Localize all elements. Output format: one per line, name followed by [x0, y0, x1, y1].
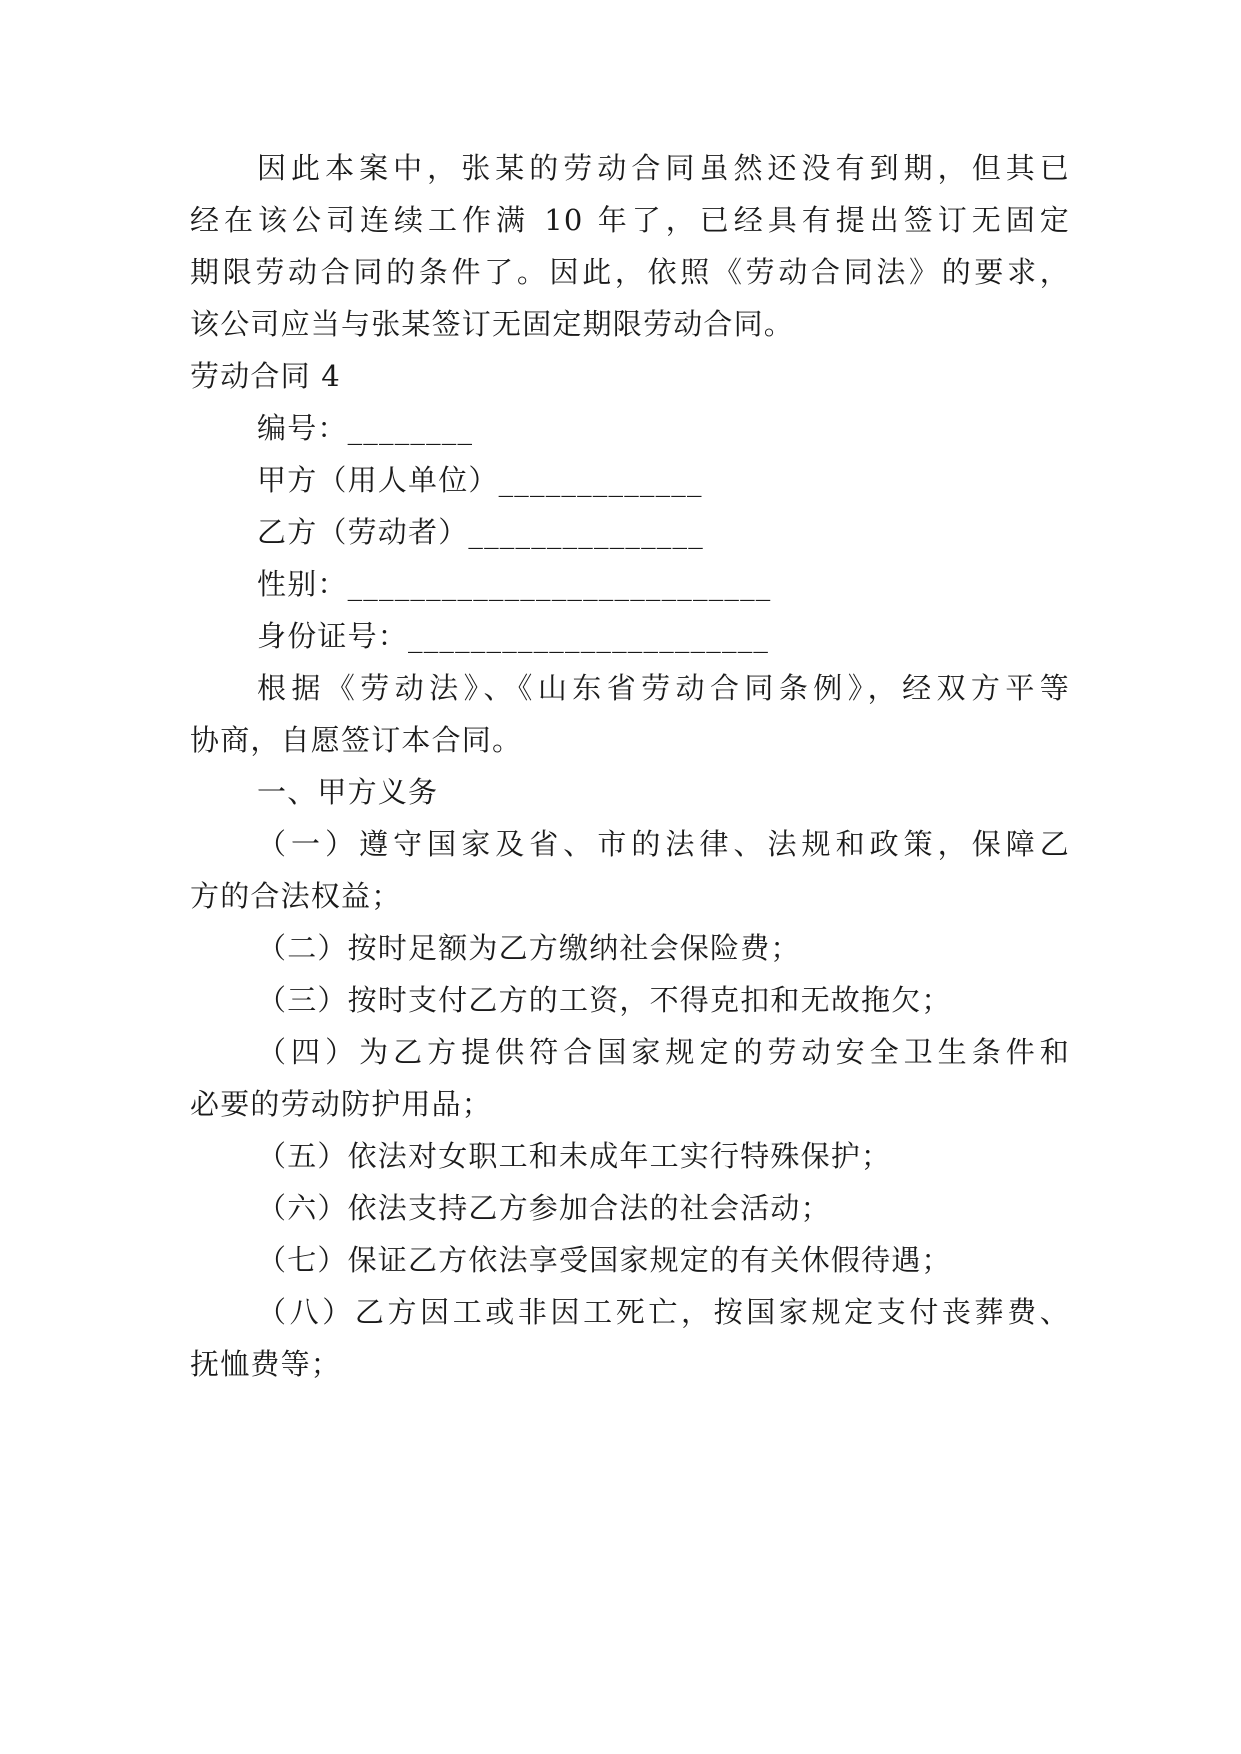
- text-line: 因此本案中，张某的劳动合同虽然还没有到期，但其已: [257, 151, 1070, 185]
- clause-item: 必要的劳动防护用品；: [190, 1087, 493, 1121]
- clause-item: （二）按时足额为乙方缴纳社会保险费；: [257, 931, 801, 965]
- clause-item: 方的合法权益；: [190, 879, 402, 913]
- text-line: 期限劳动合同的条件了。因此，依照《劳动合同法》的要求，: [190, 255, 1070, 289]
- form-field-party-a: 甲方（用人单位）_____________: [257, 463, 703, 497]
- text-line: 根据《劳动法》、《山东省劳动合同条例》，经双方平等: [257, 671, 1070, 705]
- clause-item: （七）保证乙方依法享受国家规定的有关休假待遇；: [257, 1243, 952, 1277]
- clause-item: （六）依法支持乙方参加合法的社会活动；: [257, 1191, 831, 1225]
- text-line: 经在该公司连续工作满 10 年了，已经具有提出签订无固定: [190, 203, 1070, 237]
- text-line: 协商，自愿签订本合同。: [190, 723, 523, 757]
- clause-item: （四）为乙方提供符合国家规定的劳动安全卫生条件和: [257, 1035, 1070, 1069]
- form-field-number: 编号：________: [257, 411, 474, 445]
- clause-item: 抚恤费等；: [190, 1347, 342, 1381]
- section-heading: 劳动合同 4: [190, 359, 341, 393]
- clause-item: （五）依法对女职工和未成年工实行特殊保护；: [257, 1139, 892, 1173]
- clause-item: （三）按时支付乙方的工资，不得克扣和无故拖欠；: [257, 983, 952, 1017]
- text-line: 该公司应当与张某签订无固定期限劳动合同。: [190, 307, 795, 341]
- clause-item: （一）遵守国家及省、市的法律、法规和政策，保障乙: [257, 827, 1070, 861]
- clause-heading: 一、甲方义务: [257, 775, 439, 809]
- clause-item: （八）乙方因工或非因工死亡，按国家规定支付丧葬费、: [257, 1295, 1070, 1329]
- form-field-gender: 性别：___________________________: [257, 567, 772, 601]
- form-field-party-b: 乙方（劳动者）_______________: [257, 515, 704, 549]
- form-field-id-number: 身份证号：_______________________: [257, 619, 770, 653]
